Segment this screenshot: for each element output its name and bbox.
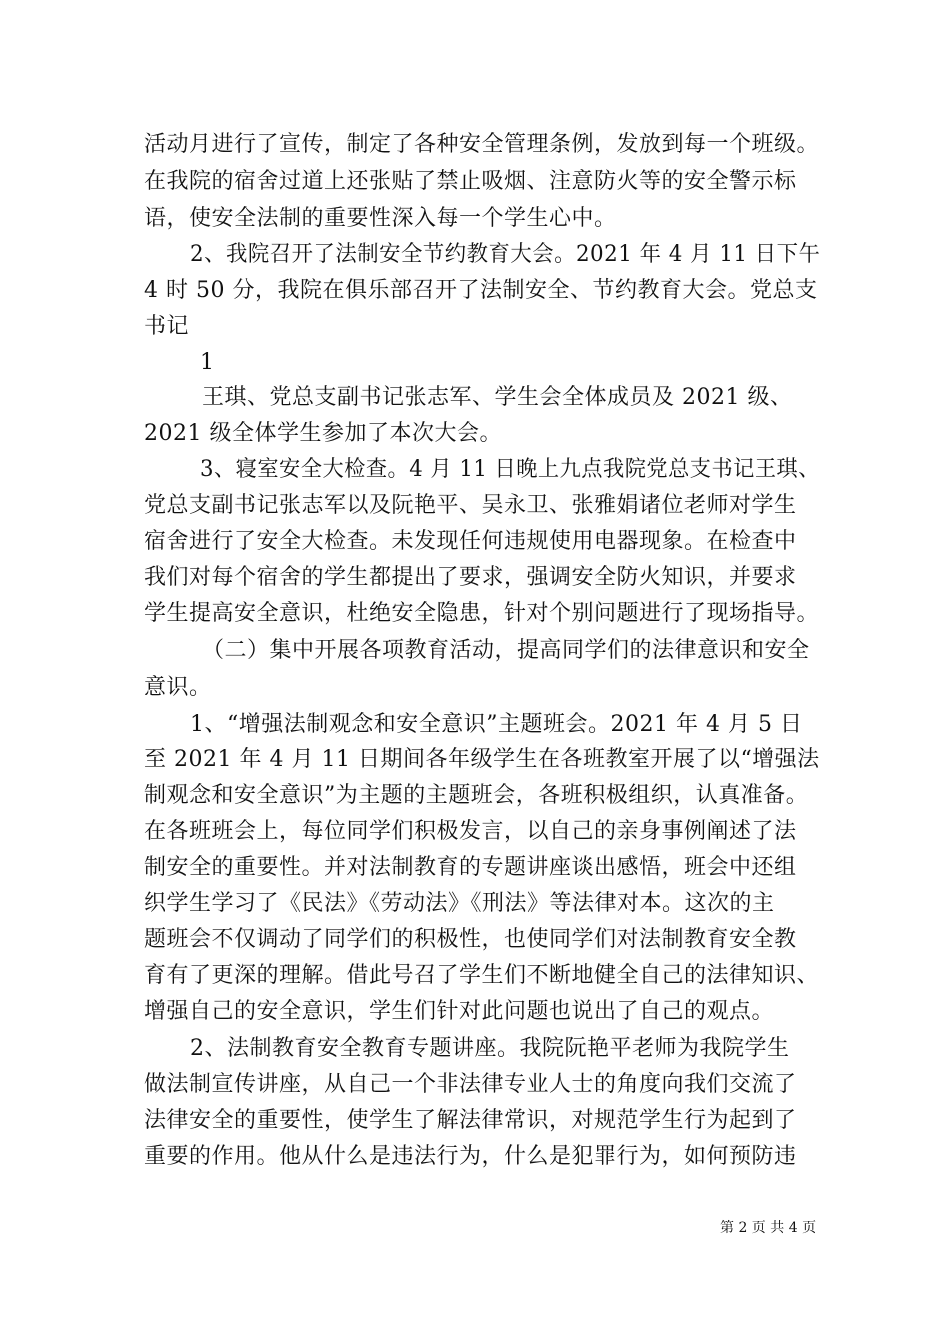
body-line: 我们对每个宿舍的学生都提出了要求，强调安全防火知识，并要求 (144, 565, 797, 590)
body-line: 在我院的宿舍过道上还张贴了禁止吸烟、注意防火等的安全警示标 (144, 169, 797, 194)
body-line: 做法制宣传讲座，从自己一个非法律专业人士的角度向我们交流了 (144, 1072, 797, 1097)
section-heading: 意识。 (144, 675, 212, 700)
body-line: 至 2021 年 4 月 11 日期间各年级学生在各班教室开展了以“增强法 (144, 747, 820, 772)
body-line: 制观念和安全意识”为主题的主题班会，各班积极组织，认真准备。 (144, 783, 809, 808)
body-line: 活动月进行了宣传，制定了各种安全管理条例，发放到每一个班级。 (144, 132, 820, 157)
page-number-footer: 第 2 页 共 4 页 (720, 1220, 817, 1236)
body-line: 宿舍进行了安全大检查。未发现任何违规使用电器现象。在检查中 (144, 529, 797, 554)
body-line: 2021 级全体学生参加了本次大会。 (144, 421, 502, 446)
section-heading: （二）集中开展各项教育活动，提高同学们的法律意识和安全 (202, 638, 810, 663)
body-line: 3、寝室安全大检查。4 月 11 日晚上九点我院党总支书记王琪、 (200, 457, 820, 482)
body-line: 织学生学习了《民法》《劳动法》《刑法》等法律对本。这次的主 (144, 891, 775, 916)
body-line: 题班会不仅调动了同学们的积极性，也使同学们对法制教育安全教 (144, 927, 797, 952)
body-line: 1、“增强法制观念和安全意识”主题班会。2021 年 4 月 5 日 (190, 712, 803, 737)
body-line: 王琪、党总支副书记张志军、学生会全体成员及 2021 级、 (202, 385, 793, 410)
body-line: 语，使安全法制的重要性深入每一个学生心中。 (144, 206, 617, 231)
body-line: 增强自己的安全意识，学生们针对此问题也说出了自己的观点。 (144, 999, 775, 1024)
body-line: 制安全的重要性。并对法制教育的专题讲座谈出感悟，班会中还组 (144, 855, 797, 880)
body-line: 2、法制教育安全教育专题讲座。我院阮艳平老师为我院学生 (190, 1036, 790, 1061)
body-line: 重要的作用。他从什么是违法行为，什么是犯罪行为，如何预防违 (144, 1144, 797, 1169)
body-line: 在各班班会上，每位同学们积极发言，以自己的亲身事例阐述了法 (144, 819, 797, 844)
body-line: 2、我院召开了法制安全节约教育大会。2021 年 4 月 11 日下午 (190, 242, 821, 267)
body-line: 书记 (144, 314, 190, 339)
page-marker: 1 (200, 350, 215, 375)
body-line: 学生提高安全意识，杜绝安全隐患，针对个别问题进行了现场指导。 (144, 601, 820, 626)
body-line: 育有了更深的理解。借此号召了学生们不断地健全自己的法律知识、 (144, 963, 820, 988)
body-line: 4 时 50 分，我院在俱乐部召开了法制安全、节约教育大会。党总支 (144, 278, 818, 303)
body-line: 法律安全的重要性，使学生了解法律常识，对规范学生行为起到了 (144, 1108, 797, 1133)
body-line: 党总支副书记张志军以及阮艳平、吴永卫、张雅娟诸位老师对学生 (144, 493, 797, 518)
